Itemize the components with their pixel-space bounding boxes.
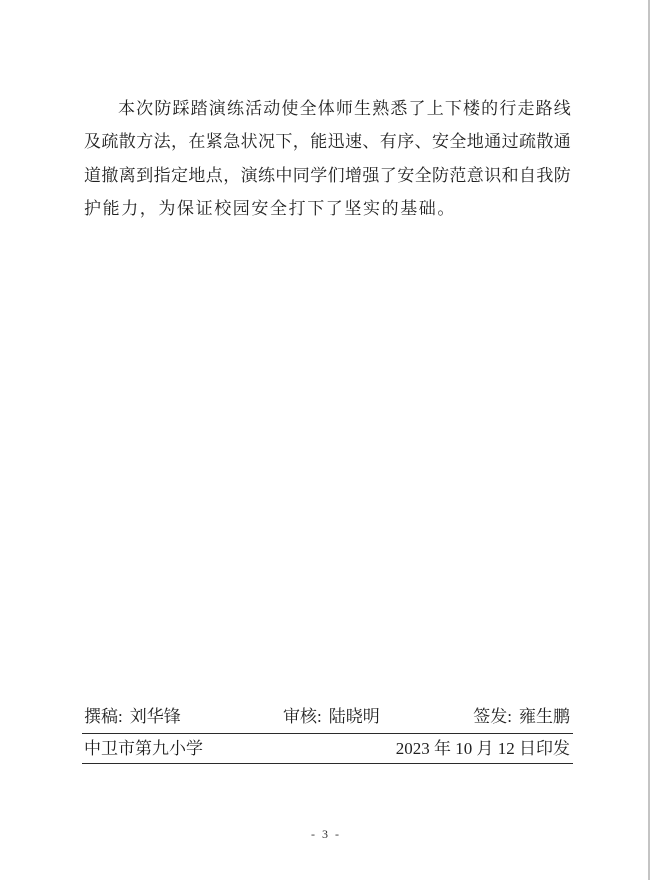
footer-divider-line-bottom xyxy=(82,763,573,764)
colophon-signatures-row xyxy=(84,703,570,731)
drafter-field xyxy=(84,703,181,731)
reviewer-name: 陆晓明 xyxy=(328,707,380,726)
page-right-edge-line xyxy=(648,0,650,880)
paragraph-line: 道撤离到指定地点，演练中同学们增强了安全防范意识和自我防 xyxy=(84,165,571,185)
paragraph-line: 及疏散方法，在紧急状况下，能迅速、有序、安全地通过疏散通 xyxy=(84,132,571,152)
body-paragraph xyxy=(84,92,571,226)
paragraph-line: 本次防踩踏演练活动使全体师生熟悉了上下楼的行走路线 xyxy=(118,99,571,118)
footer-divider-line-top xyxy=(82,733,573,734)
print-date: 2023 年 10 月 12 日印发 xyxy=(395,739,570,758)
colophon-issuing-row xyxy=(84,735,570,763)
issuer-label: 签发: xyxy=(473,707,512,726)
reviewer-field xyxy=(283,703,380,731)
drafter-label: 撰稿: xyxy=(84,707,123,726)
drafter-name: 刘华锋 xyxy=(129,707,181,726)
issuer-field xyxy=(473,703,570,731)
organization-name: 中卫市第九小学 xyxy=(84,739,203,758)
reviewer-label: 审核: xyxy=(283,707,322,726)
issuer-name: 雍生鹏 xyxy=(519,707,570,726)
paragraph-line: 护能力，为保证校园安全打下了坚实的基础。 xyxy=(84,199,456,219)
page-number: - 3 - xyxy=(311,827,341,841)
